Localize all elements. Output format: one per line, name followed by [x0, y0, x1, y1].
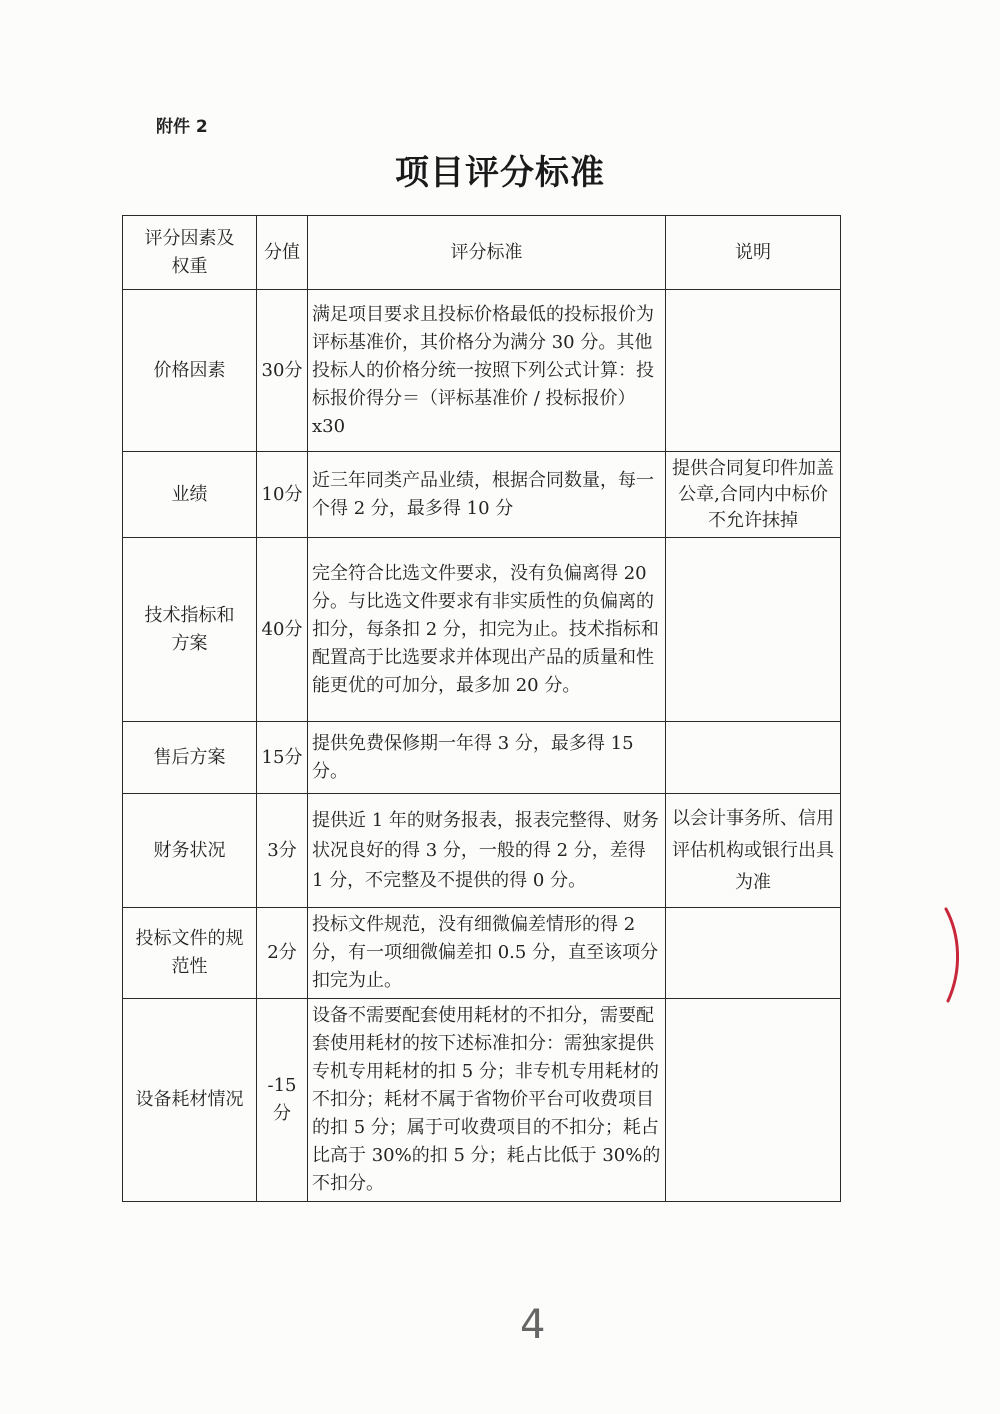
attachment-label: 附件 2 — [156, 117, 208, 137]
note-cell — [666, 538, 841, 722]
factor-cell: 投标文件的规范性 — [123, 908, 257, 999]
criteria-cell: 投标文件规范，没有细微偏差情形的得 2 分，有一项细微偏差扣 0.5 分，直至该项分扣完为止。 — [308, 908, 666, 999]
red-seal-mark — [940, 905, 964, 1005]
header-factor: 评分因素及权重 — [123, 216, 257, 290]
note-cell — [666, 722, 841, 794]
factor-cell: 财务状况 — [123, 794, 257, 908]
factor-cell: 业绩 — [123, 452, 257, 538]
note-cell — [666, 908, 841, 999]
criteria-cell: 设备不需要配套使用耗材的不扣分，需要配套使用耗材的按下述标准扣分：需独家提供专机专用耗材的扣 5 分；非专机专用耗材的不扣分；耗材不属于省物价平台可收费项目的扣 5 分；属于可收费项目的不扣分；耗占比高于 30%的扣 5 分；耗占比低于 30%的不扣分。 — [308, 999, 666, 1202]
table-row — [123, 722, 841, 794]
factor-cell: 售后方案 — [123, 722, 257, 794]
score-cell: 3分 — [257, 794, 308, 908]
score-cell: 2分 — [257, 908, 308, 999]
score-cell: 10分 — [257, 452, 308, 538]
table-row — [123, 290, 841, 452]
table-row — [123, 794, 841, 908]
criteria-cell: 提供免费保修期一年得 3 分，最多得 15 分。 — [308, 722, 666, 794]
criteria-cell: 近三年同类产品业绩，根据合同数量，每一个得 2 分，最多得 10 分 — [308, 452, 666, 538]
criteria-cell: 提供近 1 年的财务报表，报表完整得、财务状况良好的得 3 分，一般的得 2 分，差得 1 分，不完整及不提供的得 0 分。 — [308, 794, 666, 908]
note-cell: 提供合同复印件加盖公章,合同内中标价不允许抹掉 — [666, 452, 841, 538]
note-cell — [666, 290, 841, 452]
score-cell: -15分 — [257, 999, 308, 1202]
table-header-row — [123, 216, 841, 290]
note-cell — [666, 999, 841, 1202]
scoring-table — [122, 215, 841, 1202]
page-number: 4 — [520, 1302, 546, 1348]
header-note: 说明 — [666, 216, 841, 290]
note-cell: 以会计事务所、信用评估机构或银行出具为准 — [666, 794, 841, 908]
page-title: 项目评分标准 — [395, 153, 605, 193]
header-criteria: 评分标准 — [308, 216, 666, 290]
score-cell: 30分 — [257, 290, 308, 452]
header-score: 分值 — [257, 216, 308, 290]
factor-cell: 设备耗材情况 — [123, 999, 257, 1202]
score-cell: 40分 — [257, 538, 308, 722]
table-row — [123, 908, 841, 999]
table-row — [123, 452, 841, 538]
table-row — [123, 999, 841, 1202]
table-row — [123, 538, 841, 722]
criteria-cell: 完全符合比选文件要求，没有负偏离得 20 分。与比选文件要求有非实质性的负偏离的扣分，每条扣 2 分，扣完为止。技术指标和配置高于比选要求并体现出产品的质量和性能更优的可加分，最多加 20 分。 — [308, 538, 666, 722]
factor-cell: 价格因素 — [123, 290, 257, 452]
factor-cell: 技术指标和方案 — [123, 538, 257, 722]
score-cell: 15分 — [257, 722, 308, 794]
criteria-cell: 满足项目要求且投标价格最低的投标报价为评标基准价，其价格分为满分 30 分。其他投标人的价格分统一按照下列公式计算：投标报价得分＝（评标基准价 / 投标报价）x30 — [308, 290, 666, 452]
